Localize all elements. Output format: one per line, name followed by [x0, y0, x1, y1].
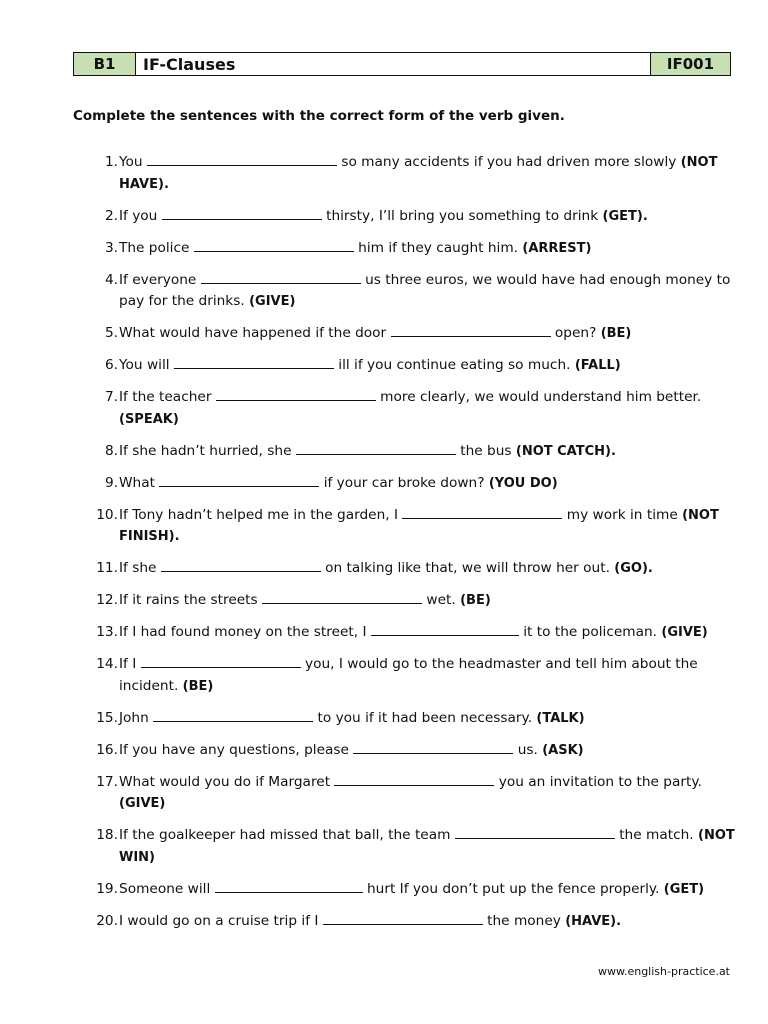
sentence-end: hurt If you don’t put up the fence properly.: [366, 880, 660, 897]
verb-hint: (BE): [460, 593, 491, 608]
exercise-item: [0, 152, 768, 195]
exercise-number: 13.: [96, 624, 118, 640]
answer-blank[interactable]: [371, 622, 519, 636]
verb-hint: (NOT WIN): [119, 828, 735, 865]
verb-hint: (GIVE): [661, 625, 708, 640]
sentence-start: What: [119, 474, 155, 491]
instruction-text: Complete the sentences with the correct form of the verb given.: [73, 108, 565, 124]
verb-hint: (ASK): [542, 742, 584, 758]
sentence-start: What would have happened if the door: [119, 325, 387, 341]
exercise-number: 12.: [96, 592, 118, 608]
verb-hint: (TALK): [536, 710, 585, 726]
exercise-number: 2.: [104, 207, 118, 224]
verb-hint: (GET).: [602, 208, 648, 224]
exercise-number: 19.: [96, 880, 118, 897]
sentence-end: to you if it had been necessary.: [317, 709, 533, 726]
exercise-item: [0, 622, 768, 644]
answer-blank[interactable]: [391, 323, 551, 337]
exercise-item: [0, 270, 768, 313]
answer-blank[interactable]: [296, 441, 456, 455]
sentence-end: wet.: [426, 592, 456, 608]
answer-blank[interactable]: [216, 387, 376, 401]
sentence-start: If everyone: [119, 271, 197, 288]
sentence-end: the bus: [460, 442, 512, 459]
exercise-number: 9.: [104, 474, 118, 491]
exercise-item: [0, 911, 768, 933]
exercise-number: 18.: [96, 827, 118, 843]
exercise-item: [0, 473, 768, 495]
sentence-start: I would go on a cruise trip if I: [119, 912, 319, 929]
sentence-start: John: [119, 709, 149, 726]
answer-blank[interactable]: [402, 505, 562, 519]
exercise-number: 15.: [96, 709, 118, 726]
answer-blank[interactable]: [159, 473, 319, 487]
verb-hint: (GO).: [614, 561, 653, 576]
answer-blank[interactable]: [215, 879, 363, 893]
sentence-end: open?: [554, 325, 597, 341]
exercise-number: 1.: [104, 154, 118, 170]
sentence-start: If the teacher: [119, 389, 212, 405]
sentence-start: What would you do if Margaret: [119, 773, 331, 790]
sentence-end: so many accidents if you had driven more slowly: [341, 154, 677, 170]
verb-hint: (FALL): [574, 358, 621, 373]
sentence-end: us.: [517, 741, 538, 758]
verb-hint: (NOT HAVE).: [119, 155, 718, 192]
exercise-number: 7.: [104, 389, 118, 405]
verb-hint: (YOU DO): [488, 475, 558, 491]
sentence-start: If I: [119, 656, 137, 672]
verb-hint: (SPEAK): [119, 411, 179, 427]
worksheet-title: IF-Clauses: [136, 53, 650, 75]
answer-blank[interactable]: [323, 911, 483, 925]
exercise-item: [0, 825, 768, 868]
sentence-end: thirsty, I’ll bring you something to drink: [326, 207, 599, 224]
sentence-start: Someone will: [119, 880, 211, 897]
sentence-start: If the goalkeeper had missed that ball, the team: [119, 827, 451, 843]
sentence-end: him if they caught him.: [358, 239, 519, 256]
exercise-number: 4.: [104, 271, 118, 288]
footer-url: www.english-practice.at: [597, 965, 730, 978]
sentence-end: on talking like that, we will throw her out.: [325, 560, 610, 576]
exercise-number: 17.: [96, 773, 118, 790]
verb-hint: (NOT FINISH).: [119, 507, 719, 544]
verb-hint: (BE): [600, 326, 632, 341]
exercise-number: 10.: [96, 506, 118, 523]
sentence-end: you, I would go to the headmaster and tell him about the incident.: [119, 656, 698, 694]
exercise-item: [0, 740, 768, 762]
sentence-end: the match.: [619, 827, 694, 843]
exercise-item: [0, 206, 768, 228]
sentence-start: If Tony hadn’t helped me in the garden, I: [119, 506, 399, 523]
sentence-end: it to the policeman.: [523, 624, 658, 640]
answer-blank[interactable]: [201, 270, 361, 284]
answer-blank[interactable]: [153, 708, 313, 722]
sentence-start: You will: [119, 357, 170, 373]
exercise-item: [0, 387, 768, 430]
exercise-number: 3.: [104, 239, 118, 256]
sentence-end: the money: [487, 912, 561, 929]
exercise-item: [0, 772, 768, 815]
answer-blank[interactable]: [161, 558, 321, 572]
sentence-start: If I had found money on the street, I: [119, 624, 367, 640]
answer-blank[interactable]: [162, 206, 322, 220]
exercise-item: [0, 708, 768, 730]
sentence-start: The police: [119, 239, 190, 256]
sentence-end: ill if you continue eating so much.: [338, 357, 571, 373]
sentence-end: if your car broke down?: [323, 474, 485, 491]
exercise-number: 16.: [96, 741, 118, 758]
exercise-number: 6.: [104, 357, 118, 373]
exercise-number: 5.: [104, 325, 118, 341]
answer-blank[interactable]: [194, 238, 354, 252]
answer-blank[interactable]: [334, 772, 494, 786]
exercise-item: [0, 355, 768, 377]
answer-blank[interactable]: [141, 654, 301, 668]
exercise-item: [0, 441, 768, 463]
exercise-number: 11.: [96, 560, 118, 576]
worksheet-header: [73, 52, 731, 76]
verb-hint: (BE): [182, 678, 214, 694]
sentence-start: If it rains the streets: [119, 592, 258, 608]
exercise-item: [0, 238, 768, 260]
exercise-item: [0, 879, 768, 901]
verb-hint: (GIVE): [249, 294, 296, 309]
verb-hint: (GET): [663, 881, 705, 897]
exercise-item: [0, 558, 768, 580]
verb-hint: (NOT CATCH).: [515, 443, 616, 459]
exercise-number: 14.: [96, 656, 118, 672]
sentence-end: more clearly, we would understand him better.: [380, 389, 702, 405]
exercise-item: [0, 654, 768, 697]
sentence-start: If she hadn’t hurried, she: [119, 442, 292, 459]
level-badge: B1: [74, 53, 136, 75]
sentence-start: If you: [119, 207, 158, 224]
verb-hint: (HAVE).: [565, 913, 622, 929]
exercise-item: [0, 590, 768, 612]
exercise-number: 8.: [104, 442, 118, 459]
exercise-item: [0, 323, 768, 345]
answer-blank[interactable]: [262, 590, 422, 604]
sentence-end: you an invitation to the party.: [498, 773, 702, 790]
sentence-start: If she: [119, 560, 157, 576]
answer-blank[interactable]: [147, 152, 337, 166]
answer-blank[interactable]: [455, 825, 615, 839]
answer-blank[interactable]: [174, 355, 334, 369]
sentence-end: my work in time: [566, 506, 678, 523]
exercise-list: [0, 152, 768, 943]
sentence-end: us three euros, we would have had enough money to pay for the drinks.: [119, 271, 731, 309]
verb-hint: (GIVE): [119, 796, 166, 811]
worksheet-code: IF001: [650, 53, 730, 75]
sentence-start: You: [119, 154, 143, 170]
sentence-start: If you have any questions, please: [119, 741, 349, 758]
answer-blank[interactable]: [353, 740, 513, 754]
exercise-item: [0, 505, 768, 548]
verb-hint: (ARREST): [522, 240, 592, 256]
exercise-number: 20.: [96, 912, 118, 929]
